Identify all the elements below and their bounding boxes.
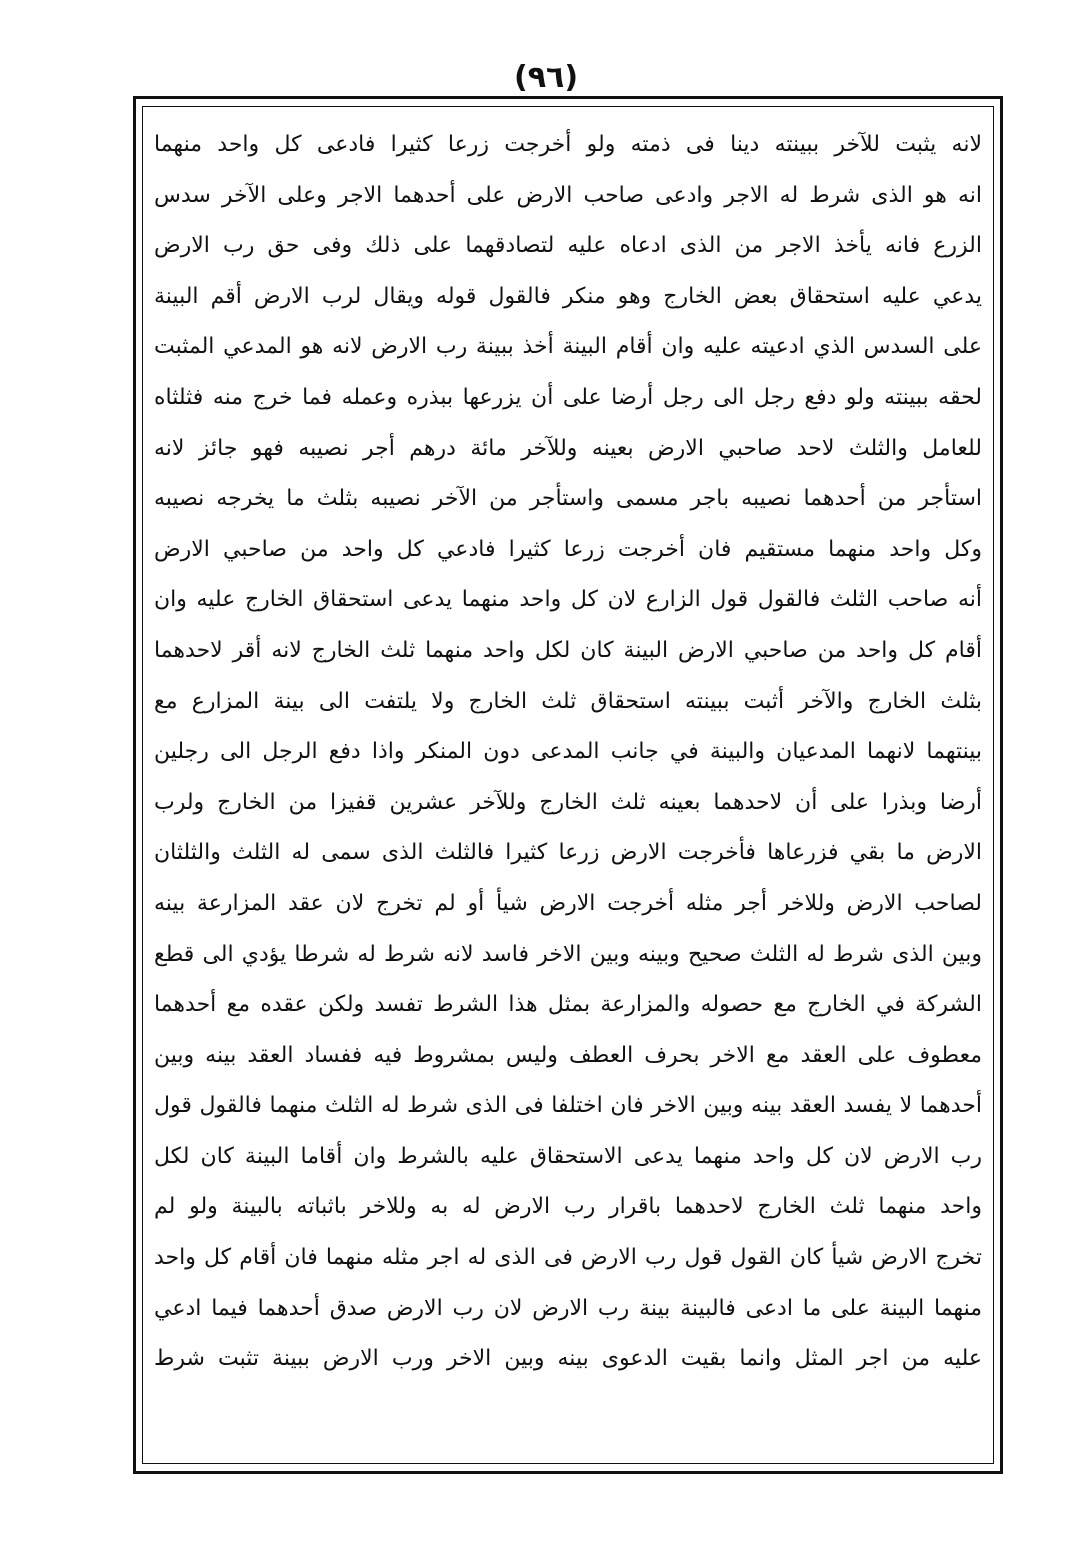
text-line: منهما البينة على ما ادعى فالبينة بينة رب الارض لان رب الارض صدق أحدهما فيما ادعي (154, 1295, 982, 1321)
text-line: عليه من اجر المثل وانما بقيت الدعوى بينه وبين الاخر ورب الارض ببينة تثبت شرط (154, 1346, 982, 1372)
text-line: بثلث الخارج والآخر أثبت ببينته استحقاق ثلث الخارج ولا يلتفت الى بينة المزارع مع (154, 688, 982, 714)
text-line: لحقه ببينته ولو دفع رجل الى رجل أرضا على أن يزرعها ببذره وعمله فما خرج منه فثلثاه (154, 384, 982, 410)
text-line: الشركة في الخارج مع حصوله والمزارعة بمثل هذا الشرط تفسد ولكن عقده مع أحدهما (154, 992, 982, 1018)
text-line: واحد منهما ثلث الخارج لاحدهما باقرار رب الارض له به وللاخر باثباته بالبينة ولو لم (154, 1194, 982, 1220)
text-line: الارض ما بقي فزرعاها فأخرجت الارض زرعا كثيرا فالثلث الذى سمى له الثلث والثلثان (154, 840, 982, 866)
text-line: الزرع فانه يأخذ الاجر من الذى ادعاه عليه لتصادقهما على ذلك وفى حق رب الارض (154, 233, 982, 259)
text-line: رب الارض لان كل واحد منهما يدعى الاستحقاق عليه بالشرط وان أقاما البينة كان لكل (154, 1143, 982, 1169)
text-line: أنه صاحب الثلث فالقول قول الزارع لان كل واحد منهما يدعى استحقاق الخارج عليه وان (154, 587, 982, 613)
text-line: على السدس الذي ادعيته عليه وان أقام البينة أخذ ببينة رب الارض لانه هو المدعي المثبت (154, 334, 982, 360)
text-line: لانه يثبت للآخر ببينته دينا فى ذمته ولو أخرجت زرعا كثيرا فادعى كل واحد منهما (154, 132, 982, 157)
text-line: أقام كل واحد من صاحبي الارض البينة كان لكل واحد منهما ثلث الخارج لانه أقر لاحدهما (154, 637, 982, 663)
text-line: تخرج الارض شيأ كان القول قول رب الارض فى الذى له اجر مثله منهما فان أقام كل واحد (154, 1245, 982, 1271)
text-line: للعامل والثلث لاحد صاحبي الارض بعينه وللآخر مائة درهم أجر نصيبه فهو جائز لانه (154, 435, 982, 461)
text-line: بينتهما لانهما المدعيان والبينة في جانب المدعى دون المنكر واذا دفع الرجل الى رجلين (154, 739, 982, 765)
text-line: لصاحب الارض وللاخر أجر مثله أخرجت الارض شيأ أو لم تخرج لان عقد المزارعة بينه (154, 890, 982, 916)
text-line: يدعي عليه استحقاق بعض الخارج وهو منكر فالقول قوله ويقال لرب الارض أقم البينة (154, 283, 982, 309)
text-body (154, 120, 982, 1385)
text-line: وبين الذى شرط له الثلث صحيح وبينه وبين الاخر فاسد لانه شرط له شرطا يؤدي الى قطع (154, 941, 982, 967)
text-line: وكل واحد منهما مستقيم فان أخرجت زرعا كثيرا فادعي كل واحد من صاحبي الارض (154, 536, 982, 562)
text-line: انه هو الذى شرط له الاجر وادعى صاحب الارض على أحدهما الاجر وعلى الآخر سدس (154, 182, 982, 208)
text-line: أرضا وبذرا على أن لاحدهما بعينه ثلث الخارج وللآخر عشرين قفيزا من الخارج ولرب (154, 789, 982, 815)
text-line: معطوف على العقد مع الاخر بحرف العطف وليس بمشروط فيه ففساد العقد بينه وبين (154, 1042, 982, 1068)
text-line: أحدهما لا يفسد العقد بينه وبين الاخر فان اختلفا فى الذى شرط له الثلث منهما فالقول قول (154, 1093, 982, 1119)
text-line: استأجر من أحدهما نصيبه باجر مسمى واستأجر من الآخر نصيبه بثلث ما يخرجه نصيبه (154, 486, 982, 512)
page-number: (٩٦) (513, 60, 579, 95)
